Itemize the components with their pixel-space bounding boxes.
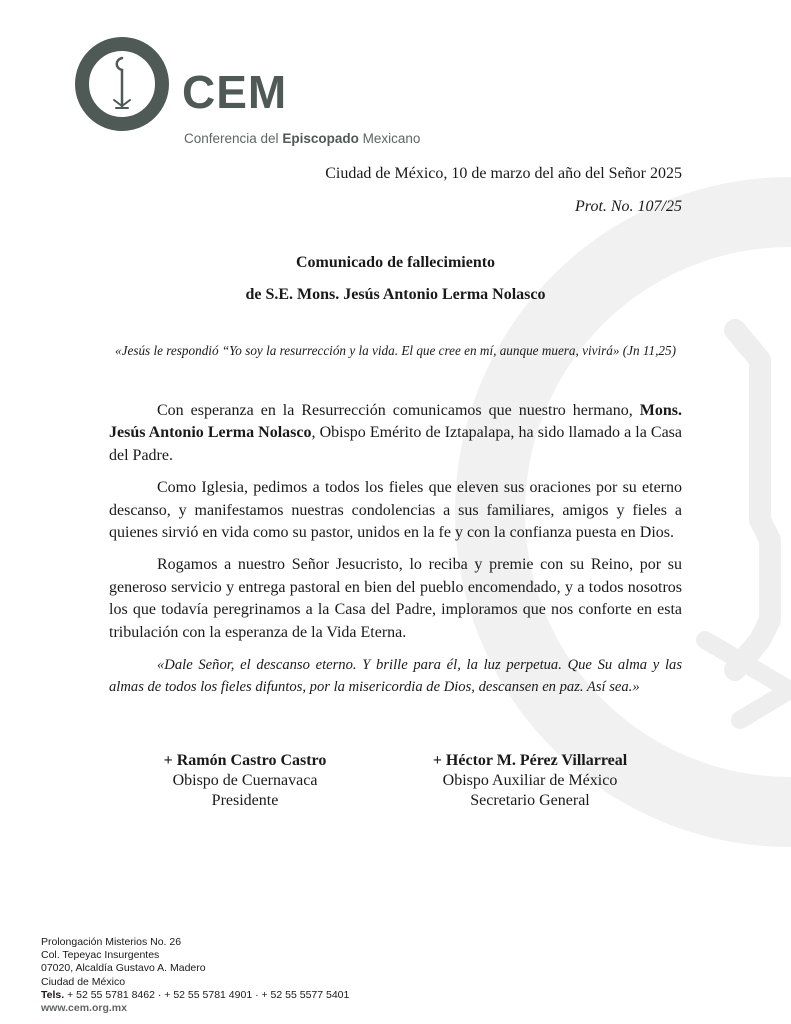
deceased-name: Mons. Jesús Antonio Lerma Nolasco (109, 402, 682, 442)
announcement-end: , Obispo Emérito de Iztapalapa, ha sido llamado a la Casa del Padre. (109, 424, 682, 464)
logo-name-part2: Mexicano (358, 131, 421, 146)
letter-body (109, 400, 682, 708)
signature-secretary (420, 751, 640, 811)
signatory-role: Obispo Auxiliar de México (442, 772, 618, 789)
document-subtitle: de S.E. Mons. Jesús Antonio Lerma Nolasco (245, 286, 546, 303)
logo-acronym: CEM (182, 66, 288, 118)
signatory-role: Obispo de Cuernavaca (172, 772, 318, 789)
logo-name-bold: Episcopado (282, 131, 359, 146)
signatory-office: Secretario General (470, 792, 590, 809)
address-line: Ciudad de México (41, 975, 126, 988)
phones-label: Tels. (41, 988, 65, 1001)
signatory-name: + Héctor M. Pérez Villarreal (432, 752, 628, 769)
paragraph-announcement (109, 400, 682, 467)
logo-name-part1: Conferencia del (184, 131, 283, 146)
crozier-ring-icon (72, 34, 172, 134)
document-title: Comunicado de fallecimiento (295, 254, 496, 271)
paragraph-condolences: Como Iglesia, pedimos a todos los fieles que eleven sus oraciones por su eterno descanso, y manifestamos nuestras condolencias a sus familiares, amigos y fieles a quienes sirvió en vida como su pastor, unidos en la fe y con la confianza puesta en Dios. (109, 479, 682, 542)
address-line: Prolongación Misterios No. 26 (41, 936, 182, 948)
paragraph-prayer-request: Rogamos a nuestro Señor Jesucristo, lo reciba y premie con su Reino, por su generoso servicio y entrega pastoral en bien del pueblo encomendado, y a todos nosotros los que todavía peregrinamos a la Casa del Padre, imploramos que nos conforte en esta tribulación con la esperanza de la Vida Eterna. (109, 556, 682, 641)
announcement-start: Con esperanza en la Resurrección comunicamos que nuestro hermano, (157, 402, 640, 419)
phones-list: + 52 55 5781 8462 · + 52 55 5781 4901 · + 52 55 5577 5401 (64, 988, 350, 1001)
bible-epigraph: «Jesús le respondió “Yo soy la resurrección y la vida. El que cree en mí, aunque muera, vivirá» (Jn 11,25) (115, 343, 676, 358)
address-line: 07020, Alcaldía Gustavo A. Madero (41, 962, 206, 975)
contact-footer (41, 936, 349, 1015)
address-line: Col. Tepeyac Insurgentes (41, 949, 160, 962)
signatory-office: Presidente (211, 792, 279, 809)
eternal-rest-prayer: «Dale Señor, el descanso eterno. Y brille para él, la luz perpetua. Que Su alma y las almas de todos los fieles difuntos, por la misericordia de Dios, descansen en paz. Así sea.» (109, 657, 682, 696)
signatory-name: + Ramón Castro Castro (163, 752, 327, 769)
signature-president (150, 751, 340, 811)
phone-numbers (41, 989, 349, 1002)
website-link[interactable]: www.cem.org.mx (41, 1002, 127, 1015)
cem-logo (72, 34, 452, 146)
place-and-date: Ciudad de México, 10 de marzo del año del Señor 2025 (325, 165, 682, 182)
protocol-number: Prot. No. 107/25 (575, 198, 682, 215)
logo-full-name (184, 131, 420, 146)
